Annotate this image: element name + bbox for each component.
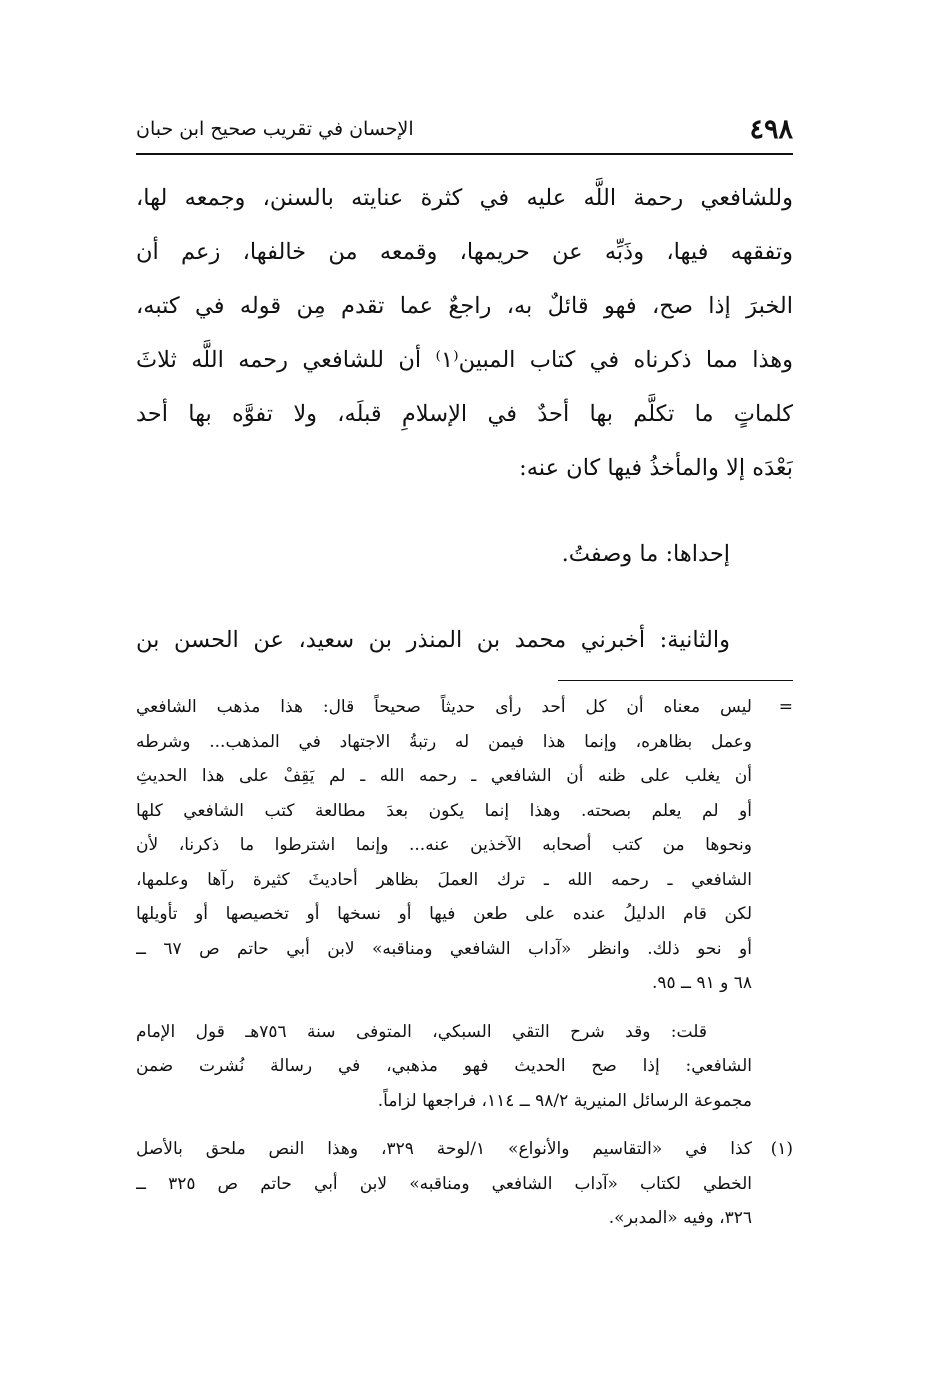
page-header bbox=[136, 110, 793, 150]
footnote-line: أن يغلب على ظنه أن الشافعي ـ رحمه الله ـ لم يَقِفْ على هذا الحديثِ bbox=[136, 766, 752, 786]
text-line: كلماتٍ ما تكلَّم بها أحدٌ في الإسلامِ قبلَه، ولا تفوَّه بها أحد bbox=[136, 401, 793, 427]
footnote-1-marker: (١) bbox=[770, 1139, 793, 1159]
first-point: إحداها: ما وصفتُ. bbox=[561, 541, 730, 567]
footnote-line: أو نحو ذلك. وانظر «آداب الشافعي ومناقبه» لابن أبي حاتم ص ٦٧ ــ bbox=[136, 938, 752, 959]
main-text bbox=[136, 171, 793, 667]
footnote-line: الشافعي: إذا صح الحديث فهو مذهبي، في رسالة نُشرت ضمن bbox=[136, 1056, 752, 1076]
second-point: والثانية: أخبرني محمد بن المنذر بن سعيد، عن الحسن بن bbox=[136, 627, 730, 653]
footnote-line: ٦٨ و ٩١ ــ ٩٥. bbox=[651, 973, 752, 993]
footnote-line: لكن قام الدليلُ عنده على طعن فيها أو نسخها أو تخصيصها أو تأويلها bbox=[136, 904, 752, 924]
footnote-note bbox=[136, 1015, 793, 1119]
footnote-line: ونحوها من كتب أصحابه الآخذين عنه... وإنما اشترطوا ما ذكرنا، لأن bbox=[136, 835, 752, 855]
footnotes bbox=[136, 690, 793, 1236]
text-line: وهذا مما ذكرناه في كتاب المبين⁽١⁾ أن للشافعي رحمه اللَّه ثلاثَ bbox=[136, 347, 793, 373]
footnote-line: وعمل بظاهره، وإنما هذا فيمن له رتبةُ الاجتهاد في المذهب... وشرطه bbox=[136, 731, 752, 752]
footnote-line: أو لم يعلم بصحته. وهذا إنما يكون بعدَ مطالعة كتب الشافعي كلها bbox=[136, 800, 752, 821]
footnote-line: ٣٢٦، وفيه «المدبر». bbox=[608, 1208, 752, 1228]
text-line: الخبرَ إذا صح، فهو قائلٌ به، راجعٌ عما تقدم مِن قوله في كتبه، bbox=[136, 293, 793, 319]
page-number: ٤٩٨ bbox=[749, 114, 793, 145]
text-line: وللشافعي رحمة اللَّه عليه في كثرة عنايته بالسنن، وجمعه لها، bbox=[136, 185, 793, 211]
footnote-line: مجموعة الرسائل المنيرية ٩٨/٢ ــ ١١٤، فراجعها لزاماً. bbox=[377, 1090, 752, 1111]
header-rule bbox=[136, 153, 793, 155]
paragraph-1 bbox=[136, 171, 793, 495]
text-line: بَعْدَه إلا والمأخذُ فيها كان عنه: bbox=[519, 455, 793, 481]
footnote-continuation bbox=[136, 690, 793, 1001]
footnote-line: ليس معناه أن كل أحد رأى حديثاً صحيحاً قال: هذا مذهب الشافعي bbox=[136, 697, 752, 717]
footnote-line: كذا في «التقاسيم والأنواع» ١/لوحة ٣٢٩، وهذا النص ملحق بالأصل bbox=[136, 1139, 752, 1159]
footnote-line: الخطي لكتاب «آداب الشافعي ومناقبه» لابن أبي حاتم ص ٣٢٥ ــ bbox=[136, 1173, 752, 1194]
footnote-1 bbox=[136, 1132, 793, 1236]
running-title: الإحسان في تقريب صحيح ابن حبان bbox=[136, 118, 414, 140]
footnote-line: الشافعي ـ رحمه الله ـ ترك العملَ بظاهر أحاديثَ كثيرة رآها وعلمها، bbox=[136, 869, 752, 890]
text-line: وتفقهه فيها، وذَبِّه عن حريمها، وقمعه من خالفها، زعم أن bbox=[136, 239, 793, 265]
footnote-continuation-marker: = bbox=[778, 697, 793, 717]
footnote-line: قلت: وقد شرح التقي السبكي، المتوفى سنة ٧٥٦هـ قول الإمام bbox=[136, 1021, 707, 1042]
footnote-separator bbox=[558, 680, 793, 681]
